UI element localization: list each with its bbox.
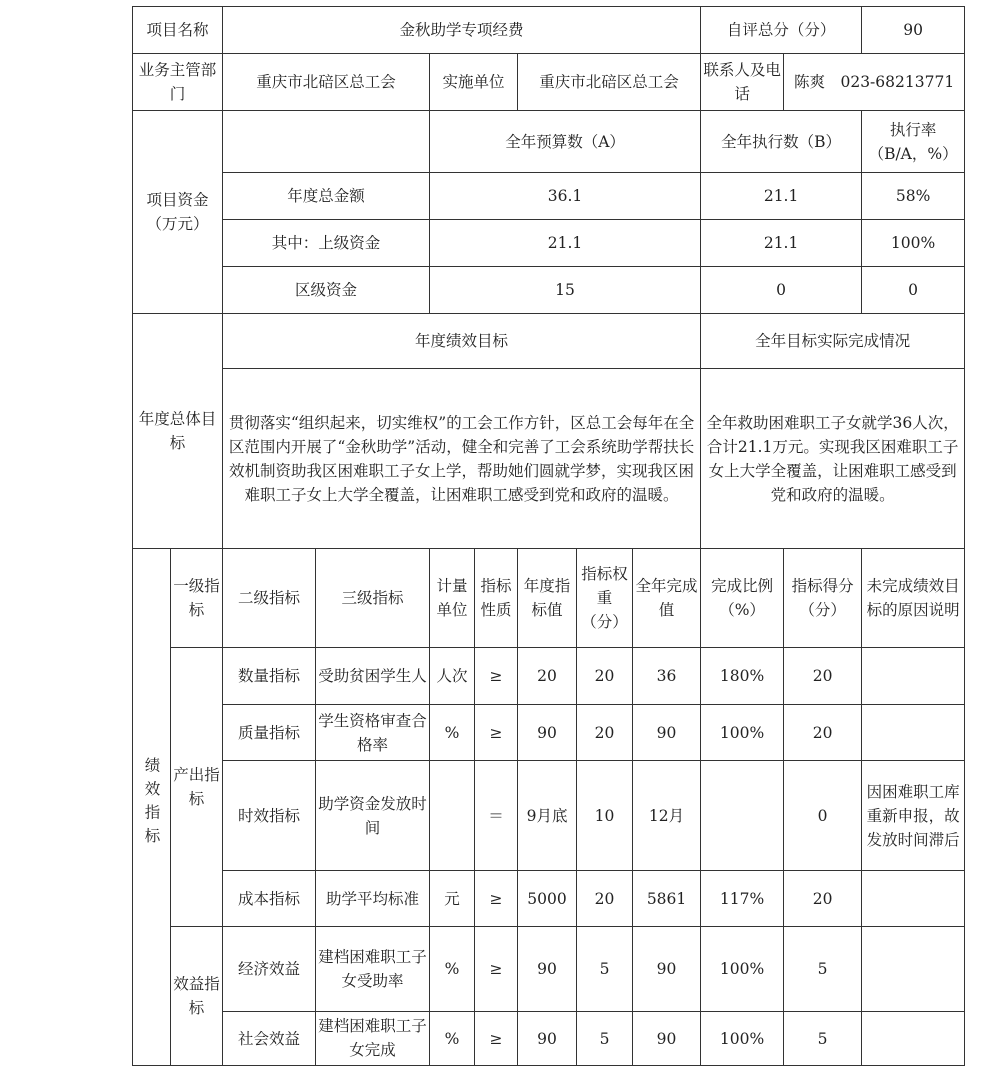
department-value: 重庆市北碚区总工会 (223, 54, 430, 111)
header-nature: 指标性质 (475, 549, 518, 648)
indicator-target: 90 (518, 1012, 577, 1066)
indicator-weight: 20 (577, 705, 633, 761)
project-name-row (133, 7, 965, 54)
indicator-l3: 建档困难职工子女完成 (318, 1016, 427, 1059)
indicator-target: 20 (518, 648, 577, 705)
indicator-reason (862, 871, 965, 927)
funds-blank-header (223, 111, 430, 173)
indicator-l2: 数量指标 (223, 648, 316, 705)
indicator-weight: 20 (577, 648, 633, 705)
indicator-weight: 20 (577, 871, 633, 927)
department-label: 业务主管部门 (133, 54, 223, 111)
indicator-reason (862, 927, 965, 1012)
funds-budget-header: 全年预算数（A） (430, 111, 701, 173)
indicator-reason: 因困难职工库重新申报，故发放时间滞后 (862, 761, 965, 871)
indicator-ratio (701, 761, 784, 871)
annual-header-row (133, 314, 965, 369)
header-actual-value: 全年完成值 (633, 549, 701, 648)
indicator-nature: ≥ (475, 705, 518, 761)
indicator-reason (862, 648, 965, 705)
indicator-l3: 助学平均标准 (316, 871, 430, 927)
indicator-l3: 学生资格审查合格率 (316, 705, 430, 761)
annual-target-header: 年度绩效目标 (223, 314, 701, 369)
indicator-target: 9月底 (518, 761, 577, 871)
funds-row-rate: 0 (862, 267, 965, 314)
header-level2: 二级指标 (223, 549, 316, 648)
indicator-nature: ≥ (475, 648, 518, 705)
indicator-score: 20 (784, 705, 862, 761)
performance-evaluation-table (132, 6, 965, 1066)
indicator-row (133, 927, 965, 1012)
annual-content-row (133, 369, 965, 549)
indicator-ratio: 100% (701, 705, 784, 761)
indicator-nature: ≥ (475, 927, 518, 1012)
funds-row-rate: 58% (862, 173, 965, 220)
indicator-unit (430, 761, 475, 871)
indicator-l3-cell (316, 1012, 430, 1066)
performance-label (133, 549, 171, 1066)
indicator-unit: % (430, 705, 475, 761)
indicator-l2: 社会效益 (223, 1012, 316, 1066)
output-indicator-label: 产出指标 (171, 648, 223, 927)
funds-row-rate: 100% (862, 220, 965, 267)
contact-label: 联系人及电话 (701, 54, 784, 111)
indicator-row (133, 705, 965, 761)
header-weight: 指标权重（分） (577, 549, 633, 648)
funds-row-budget: 36.1 (430, 173, 701, 220)
annual-actual-header: 全年目标实际完成情况 (701, 314, 965, 369)
indicator-ratio: 117% (701, 871, 784, 927)
header-ratio: 完成比例（%） (701, 549, 784, 648)
indicator-row (133, 648, 965, 705)
indicator-actual: 90 (633, 1012, 701, 1066)
funds-row (133, 267, 965, 314)
indicator-unit: 元 (430, 871, 475, 927)
funds-row-name: 年度总金额 (223, 173, 430, 220)
indicator-l2: 成本指标 (223, 871, 316, 927)
indicator-actual: 90 (633, 927, 701, 1012)
indicator-l3: 建档困难职工子女受助率 (316, 927, 430, 1012)
indicator-reason (862, 1012, 965, 1066)
funds-row (133, 220, 965, 267)
indicator-row (133, 761, 965, 871)
indicator-actual: 90 (633, 705, 701, 761)
indicator-target: 5000 (518, 871, 577, 927)
indicator-nature: ≥ (475, 1012, 518, 1066)
indicator-nature: ＝ (475, 761, 518, 871)
funds-exec-header: 全年执行数（B） (701, 111, 862, 173)
indicator-l3: 受助贫困学生人 (316, 648, 430, 705)
indicator-target: 90 (518, 705, 577, 761)
header-level1: 一级指标 (171, 549, 223, 648)
implementing-unit-label: 实施单位 (430, 54, 518, 111)
funds-header-row (133, 111, 965, 173)
indicator-score: 5 (784, 1012, 862, 1066)
indicator-row (133, 871, 965, 927)
annual-target-text: 贯彻落实“组织起来，切实维权”的工会工作方针，区总工会每年在全区范围内开展了“金秋助学”活动，健全和完善了工会系统助学帮扶长效机制资助我区困难职工子女上学，帮助她们圆就学梦，实现我区困难职工子女上大学全覆盖，让困难职工感受到党和政府的温暖。 (223, 369, 701, 549)
department-row (133, 54, 965, 111)
indicator-row (133, 1012, 965, 1066)
indicator-l3: 助学资金发放时间 (316, 761, 430, 871)
indicator-header-row (133, 549, 965, 648)
indicator-score: 0 (784, 761, 862, 871)
project-name-value: 金秋助学专项经费 (223, 7, 701, 54)
project-name-label: 项目名称 (133, 7, 223, 54)
implementing-unit-value: 重庆市北碚区总工会 (518, 54, 701, 111)
self-score-value: 90 (862, 7, 965, 54)
header-score: 指标得分（分） (784, 549, 862, 648)
indicator-score: 20 (784, 648, 862, 705)
contact-value: 陈爽 023-68213771 (784, 54, 965, 111)
funds-rate-header: 执行率（B/A，%） (862, 111, 965, 173)
funds-label: 项目资金（万元） (133, 111, 223, 314)
indicator-score: 5 (784, 927, 862, 1012)
funds-row-exec: 21.1 (701, 220, 862, 267)
indicator-score: 20 (784, 871, 862, 927)
indicator-weight: 10 (577, 761, 633, 871)
indicator-reason (862, 705, 965, 761)
indicator-unit: % (430, 927, 475, 1012)
performance-label-text: 绩效指标 (142, 756, 161, 851)
funds-row-exec: 21.1 (701, 173, 862, 220)
funds-row-budget: 21.1 (430, 220, 701, 267)
funds-row-name: 其中：上级资金 (223, 220, 430, 267)
funds-row-name: 区级资金 (223, 267, 430, 314)
annual-target-label: 年度总体目标 (133, 314, 223, 549)
indicator-l2: 时效指标 (223, 761, 316, 871)
funds-row-budget: 15 (430, 267, 701, 314)
indicator-nature: ≥ (475, 871, 518, 927)
indicator-l2: 经济效益 (223, 927, 316, 1012)
funds-row-exec: 0 (701, 267, 862, 314)
indicator-ratio: 100% (701, 1012, 784, 1066)
indicator-target: 90 (518, 927, 577, 1012)
indicator-l2: 质量指标 (223, 705, 316, 761)
annual-actual-text: 全年救助困难职工子女就学36人次，合计21.1万元。实现我区困难职工子女上大学全覆盖，让困难职工感受到党和政府的温暖。 (701, 369, 965, 549)
benefit-indicator-label: 效益指标 (171, 927, 223, 1066)
header-reason: 未完成绩效目标的原因说明 (862, 549, 965, 648)
indicator-weight: 5 (577, 1012, 633, 1066)
header-level3: 三级指标 (316, 549, 430, 648)
indicator-ratio: 100% (701, 927, 784, 1012)
header-unit: 计量单位 (430, 549, 475, 648)
indicator-unit: % (430, 1012, 475, 1066)
indicator-ratio: 180% (701, 648, 784, 705)
self-score-label: 自评总分（分） (701, 7, 862, 54)
indicator-actual: 5861 (633, 871, 701, 927)
indicator-actual: 12月 (633, 761, 701, 871)
header-annual-value: 年度指标值 (518, 549, 577, 648)
indicator-weight: 5 (577, 927, 633, 1012)
funds-row (133, 173, 965, 220)
indicator-unit: 人次 (430, 648, 475, 705)
indicator-actual: 36 (633, 648, 701, 705)
